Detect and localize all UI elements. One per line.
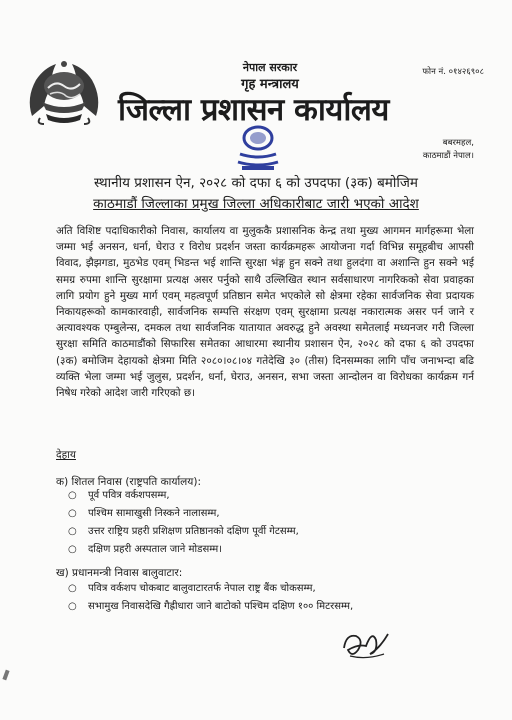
list-item: ○ उत्तर राष्ट्रिय प्रहरी प्रशिक्षण प्रतिष्ठानको दक्षिण पूर्वी गेटसम्म, — [68, 523, 299, 541]
list-item: ○ पूर्व पवित्र वर्कशपसम्म, — [68, 487, 299, 505]
section-a-list — [68, 487, 299, 559]
bullet-icon: ○ — [68, 601, 77, 612]
order-title-line-1: स्थानीय प्रशासन ऐन, २०२८ को दफा ६ को उपदफा (३क) बमोजिम — [94, 175, 418, 191]
order-body-paragraph: अति विशिष्ट पदाधिकारीको निवास, कार्यालय वा मुलुककै प्रशासनिक केन्द्र तथा मुख्य आगमन मार्गहरूमा भेला जम्मा भई अनसन, धर्ना, घेराउ र विरोध प्रदर्शन जस्ता कार्यक्रमहरू आयोजना गर्दा विभिन्न समूहबीच आपसी विवाद, झैझगडा, मुठभेड एवम् भिडन्त भई शान्ति सुरक्षा भंङ्ग हुन सक्ने तथा हुलदंगा वा अशान्ति हुन सक्ने भई समग्र रुपमा शान्ति सुरक्षामा प्रत्यक्ष असर पर्नुको साथै उल्लिखित स्थान सर्वसाधारण नागरिकको सेवा प्रवाहका लागि प्रयोग हुने मुख्य मार्ग एवम् महत्वपूर्ण प्रतिष्ठान समेत भएकोले सो क्षेत्रमा रहेका सार्वजनिक सेवा प्रदायक निकायहरूको कामकारवाही, सार्वजनिक सम्पत्ति संरक्षण एवम् सुरक्षामा प्रत्यक्ष नकारात्मक असर पर्न जाने र अत्यावश्यक एम्बुलेन्स, दमकल तथा सार्वजनिक यातायात अवरुद्ध हुने अवस्था समेतलाई मध्यनजर गरी जिल्ला सुरक्षा समिति काठमाडौंको सिफारिस समेतका आधारमा स्थानीय प्रशासन ऐन, २०२८ को दफा ६ को उपदफा (३क) बमोजिम देहायको क्षेत्रमा मिति २०८०।०८।०४ गतेदेखि ३० (तीस) दिनसम्मका लागि पाँच जनाभन्दा बढि व्यक्ति भेला जम्मा भई जुलुस, प्रदर्शन, धर्ना, घेराउ, अनसन, सभा जस्ता आन्दोलन वा विरोधका कार्यक्रम गर्न निषेध गरेको आदेश जारी गरिएको छ। — [56, 225, 474, 400]
bullet-icon: ○ — [68, 508, 77, 519]
bullet-icon: ○ — [68, 490, 77, 501]
section-heading-b: ख) प्रधानमन्त्री निवास बालुवाटार: — [56, 567, 183, 579]
list-item: ○ सभामुख निवासदेखि गैह्रीधारा जाने बाटोको पश्चिम दक्षिण १०० मिटरसम्म, — [68, 598, 353, 616]
bullet-icon: ○ — [68, 526, 77, 537]
order-title-line-2: काठमाडौं जिल्लाका प्रमुख जिल्ला अधिकारीबाट जारी भएको आदेश — [93, 196, 419, 212]
phone-number: फोन नं. ०१४२६९०८ — [422, 67, 484, 77]
scan-mark — [2, 670, 9, 681]
official-seal-icon — [232, 116, 284, 174]
office-address — [423, 137, 474, 163]
details-heading: देहाय — [56, 449, 76, 461]
section-heading-a: क) शितल निवास (राष्ट्रपति कार्यालय): — [56, 476, 202, 488]
bullet-icon: ○ — [68, 583, 77, 594]
office-title: जिल्ला प्रशासन कार्यालय — [118, 92, 389, 128]
address-line-1: बबरमहल, — [442, 138, 474, 148]
address-line-2: काठमाडौं नेपाल। — [422, 151, 474, 161]
ministry-name: गृह मन्त्रालय — [241, 77, 299, 92]
section-b-list — [68, 580, 353, 616]
signature-icon — [336, 626, 396, 666]
government-name: नेपाल सरकार — [242, 61, 298, 74]
list-item: ○ पवित्र वर्कशप चोकबाट बालुवाटारतर्फ नेपाल राष्ट्र बैंक चोकसम्म, — [68, 580, 353, 598]
list-item: ○ पश्चिम सामाखुसी निस्कने नालासम्म, — [68, 505, 299, 523]
list-item: ○ दक्षिण प्रहरी अस्पताल जाने मोडसम्म। — [68, 541, 299, 559]
bullet-icon: ○ — [68, 544, 77, 555]
